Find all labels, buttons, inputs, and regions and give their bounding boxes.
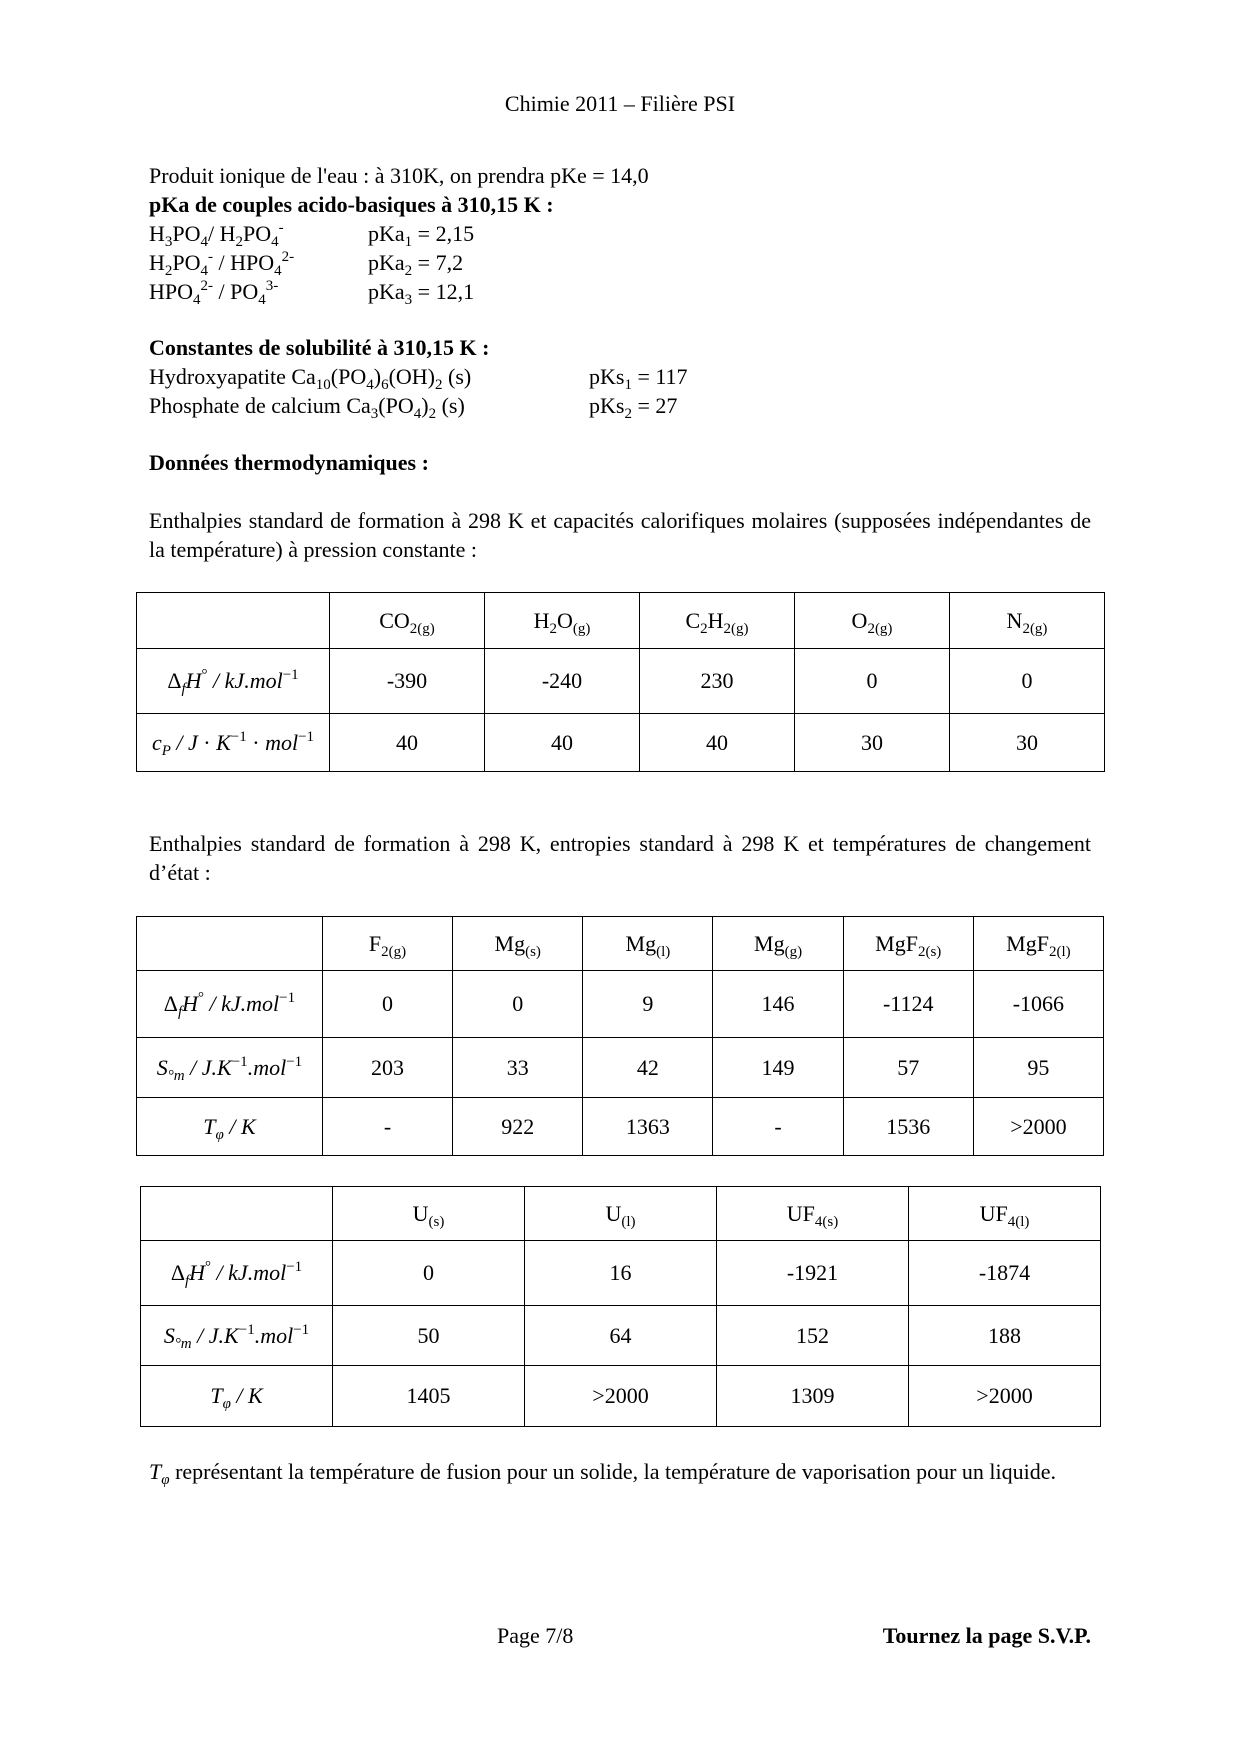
table-cell: -1124 (843, 971, 973, 1038)
text-segment: UF (786, 1200, 815, 1226)
text-segment: C (685, 607, 701, 633)
text-segment: H (533, 607, 550, 633)
pks-value (589, 391, 677, 420)
text-segment: .mol (247, 1054, 287, 1080)
text-segment: °m (174, 1335, 192, 1352)
column-header (973, 917, 1103, 971)
row-label (141, 1241, 333, 1306)
table-row (141, 1241, 1101, 1306)
text-segment: PO (243, 221, 272, 246)
text-segment: H (149, 221, 165, 246)
note-paragraph (149, 1457, 1091, 1486)
text-segment: S (163, 1322, 175, 1348)
table-cell: 33 (453, 1038, 583, 1098)
column-header (717, 1187, 909, 1241)
text-segment: T (203, 1113, 216, 1139)
text-segment: 2 (624, 406, 632, 422)
text-segment: pKs (589, 393, 625, 418)
text-segment: / (211, 1260, 229, 1285)
text-segment: f (184, 1273, 190, 1289)
table-cell: 1309 (717, 1366, 909, 1427)
text-segment: 4 (366, 377, 374, 393)
text-segment: = 27 (631, 393, 678, 418)
table-cell: 30 (795, 714, 950, 772)
table-cell: - (713, 1098, 843, 1156)
text-segment: / (230, 1383, 248, 1408)
text-segment: pKa (368, 250, 405, 275)
pka-value (368, 277, 474, 306)
text-segment: −1 (231, 1053, 248, 1070)
row-label (141, 1306, 333, 1366)
text-segment: f (181, 681, 186, 697)
text-segment: / (170, 729, 188, 755)
text-segment: / (223, 1113, 241, 1139)
column-header (640, 593, 795, 649)
text-segment: f (177, 1004, 183, 1020)
text-segment: 2(s) (917, 943, 942, 960)
table-cell: 50 (333, 1306, 525, 1366)
text-segment: (PO (330, 364, 367, 389)
text-segment: Phosphate de calcium Ca (149, 393, 371, 418)
text-segment: J.K (208, 1322, 239, 1348)
text-segment: 2(g) (723, 620, 749, 637)
text-segment: Δ (170, 1260, 185, 1285)
table-cell: -390 (330, 649, 485, 714)
text-segment: J (188, 729, 198, 755)
text-segment: H (189, 1260, 206, 1285)
text-segment: 2(g) (381, 943, 407, 960)
table-cell: 40 (330, 714, 485, 772)
column-header (453, 917, 583, 971)
table-cell: 0 (950, 649, 1105, 714)
text-segment: pKa (368, 221, 405, 246)
text-segment: - (278, 220, 284, 236)
text-segment: 2 (164, 263, 173, 279)
acid-base-couple (149, 277, 278, 306)
table-cell: -1066 (973, 971, 1103, 1038)
column-header (795, 593, 950, 649)
text-segment: H (149, 250, 165, 275)
text-segment: N (1006, 607, 1023, 633)
text-segment: 3- (265, 278, 279, 294)
table-cell: -1874 (909, 1241, 1101, 1306)
text-segment: K (216, 729, 231, 755)
text-segment: −1 (293, 1321, 310, 1338)
text-segment: / HPO (213, 250, 275, 275)
text-segment: Δ (163, 991, 178, 1016)
text-segment: −1 (238, 1321, 255, 1338)
text-segment: φ (161, 1472, 170, 1488)
text-segment: (s) (525, 943, 541, 960)
text-segment: (g) (572, 620, 591, 637)
text-segment: ° (201, 667, 208, 683)
text-segment: H (185, 668, 202, 693)
pka-value (368, 219, 474, 248)
text-segment: .mol (254, 1322, 294, 1348)
table-cell: -1921 (717, 1241, 909, 1306)
table-row (141, 1306, 1101, 1366)
text-segment: 4(s) (814, 1213, 839, 1230)
text-segment: pKa (368, 279, 405, 304)
page-number: Page 7/8 (497, 1623, 574, 1648)
table-cell: 40 (485, 714, 640, 772)
text-segment: 2(l) (1048, 943, 1071, 960)
text-segment: c (151, 729, 162, 755)
text-segment: K (240, 1113, 256, 1139)
text-segment: −1 (286, 1053, 303, 1070)
row-label (137, 649, 330, 714)
text-segment: Δ (167, 668, 182, 693)
text-segment: CO (379, 607, 410, 633)
text-segment: 4 (200, 234, 209, 250)
table-row (141, 1366, 1101, 1427)
text-segment: MgF (1006, 930, 1049, 956)
text-segment: 2 (404, 263, 413, 279)
table-cell: 57 (843, 1038, 973, 1098)
text-segment: 2- (281, 249, 295, 265)
table-cell: 922 (453, 1098, 583, 1156)
text-segment: F (368, 930, 382, 956)
text-segment: kJ.mol (228, 1260, 287, 1285)
text-segment: Mg (754, 930, 785, 956)
text-segment: Mg (494, 930, 526, 956)
row-label (137, 1098, 323, 1156)
ks-title: Constantes de solubilité à 310,15 K : (149, 335, 490, 360)
text-segment: 10 (315, 377, 331, 393)
paragraph-2: Enthalpies standard de formation à 298 K, entropies standard à 298 K et températures de changement d’état : (149, 831, 1091, 885)
text-segment: 2 (435, 377, 443, 393)
text-segment: 2 (549, 620, 557, 637)
text-segment: · (197, 729, 217, 755)
text-segment: O (851, 607, 868, 633)
text-segment: U (412, 1200, 429, 1226)
text-segment: (l) (656, 943, 671, 960)
text-segment: 4 (413, 406, 422, 422)
text-segment: −1 (279, 990, 296, 1006)
text-segment: −1 (282, 667, 299, 683)
text-segment: PO (172, 221, 201, 246)
acid-base-couple (149, 219, 284, 248)
table-cell: 1405 (333, 1366, 525, 1427)
table-u (140, 1186, 1101, 1427)
text-segment: 2 (428, 406, 437, 422)
text-segment: kJ.mol (221, 991, 280, 1016)
text-segment: = 12,1 (412, 279, 475, 304)
text-segment: °m (167, 1067, 185, 1084)
table-cell: 152 (717, 1306, 909, 1366)
text-segment: MgF (875, 930, 918, 956)
text-segment: K (248, 1383, 263, 1408)
text-segment: 2(g) (867, 620, 893, 637)
table-row (137, 971, 1104, 1038)
table-cp (136, 592, 1105, 772)
text-segment: HPO (149, 279, 194, 304)
row-label (137, 971, 323, 1038)
table-cell: >2000 (525, 1366, 717, 1427)
t-phi-symbol (149, 1459, 170, 1488)
text-segment: = 7,2 (412, 250, 464, 275)
pks-value (589, 362, 688, 391)
column-header (909, 1187, 1101, 1241)
column-header (485, 593, 640, 649)
text-segment: 3 (370, 406, 379, 422)
table-cell: 149 (713, 1038, 843, 1098)
text-segment: 4 (193, 292, 201, 308)
text-segment: −1 (298, 728, 315, 745)
text-segment: pKs (589, 364, 625, 389)
empty-cell (141, 1187, 333, 1241)
table-cell: 16 (525, 1241, 717, 1306)
thermo-title: Données thermodynamiques : (149, 450, 429, 475)
table-cell: 95 (973, 1038, 1103, 1098)
pka-value (368, 248, 463, 277)
table-header-row (141, 1187, 1101, 1241)
text-segment: = 2,15 (412, 221, 475, 246)
table-header-row (137, 593, 1105, 649)
text-segment: 2(g) (1022, 620, 1048, 637)
text-segment: mol (265, 729, 299, 755)
column-header (333, 1187, 525, 1241)
text-segment: −1 (230, 728, 247, 745)
table-cell: 1536 (843, 1098, 973, 1156)
table-cell: 30 (950, 714, 1105, 772)
text-segment: P (161, 742, 171, 759)
table-cell: 0 (333, 1241, 525, 1306)
empty-cell (137, 917, 323, 971)
turn-page-note: Tournez la page S.V.P. (882, 1623, 1091, 1648)
column-header (322, 917, 452, 971)
table-mg (136, 916, 1104, 1156)
text-segment: / H (208, 221, 236, 246)
text-segment: / (204, 991, 222, 1016)
text-segment: 3 (404, 292, 413, 308)
table-cell: >2000 (973, 1098, 1103, 1156)
column-header (525, 1187, 717, 1241)
solubility-compound (149, 362, 471, 391)
text-segment: - (208, 249, 214, 265)
text-segment: 2 (235, 234, 244, 250)
text-segment: 1 (624, 377, 632, 393)
text-segment: U (605, 1200, 622, 1226)
table-cell: 203 (322, 1038, 452, 1098)
text-segment: H (707, 607, 724, 633)
text-segment: (OH) (388, 364, 436, 389)
table-row (137, 1098, 1104, 1156)
empty-cell (137, 593, 330, 649)
table-cell: 9 (583, 971, 713, 1038)
text-segment: 4 (258, 292, 266, 308)
table-cell: 146 (713, 971, 843, 1038)
column-header (950, 593, 1105, 649)
table-cell: 0 (795, 649, 950, 714)
text-segment: 3 (164, 234, 173, 250)
text-segment: PO (172, 250, 201, 275)
text-segment: ° (198, 990, 205, 1006)
text-segment: 4 (200, 263, 209, 279)
text-segment: (PO (378, 393, 414, 418)
text-segment: · (246, 729, 266, 755)
table-row (137, 714, 1105, 772)
column-header (713, 917, 843, 971)
text-segment: Mg (625, 930, 657, 956)
table-cell: 64 (525, 1306, 717, 1366)
text-segment: / PO (213, 279, 259, 304)
table-cell: - (322, 1098, 452, 1156)
text-segment: ) (373, 364, 382, 389)
table-cell: 0 (453, 971, 583, 1038)
text-segment: = 117 (631, 364, 688, 389)
table-cell: 230 (640, 649, 795, 714)
text-segment: T (149, 1459, 162, 1484)
text-segment: O (557, 607, 573, 633)
note-text: représentant la température de fusion pour un solide, la température de vaporisation pour un liquide. (169, 1459, 1056, 1484)
row-label (137, 714, 330, 772)
table-cell: 42 (583, 1038, 713, 1098)
row-label (141, 1366, 333, 1427)
text-segment: kJ.mol (224, 668, 283, 693)
text-segment: / (207, 668, 225, 693)
column-header (330, 593, 485, 649)
column-header (843, 917, 973, 971)
text-segment: (s) (436, 393, 465, 418)
text-segment: 2- (200, 278, 214, 294)
table-cell: -240 (485, 649, 640, 714)
table-cell: 0 (322, 971, 452, 1038)
table-row (137, 649, 1105, 714)
text-segment: 2 (700, 620, 708, 637)
text-segment: H (182, 991, 199, 1016)
text-segment: 4 (274, 263, 282, 279)
text-segment: 1 (404, 234, 413, 250)
table-cell: >2000 (909, 1366, 1101, 1427)
table-cell: 1363 (583, 1098, 713, 1156)
table-cell: 188 (909, 1306, 1101, 1366)
pke-line: Produit ionique de l'eau : à 310K, on prendra pKe = 14,0 (149, 163, 649, 188)
text-segment: / (184, 1054, 202, 1080)
text-segment: (s) (442, 364, 472, 389)
text-segment: 2(g) (409, 620, 435, 637)
row-label (137, 1038, 323, 1098)
text-segment: (s) (428, 1213, 445, 1230)
text-segment: 4 (271, 234, 279, 250)
table-row (137, 1038, 1104, 1098)
page-header: Chimie 2011 – Filière PSI (504, 91, 736, 116)
text-segment: (l) (621, 1213, 636, 1230)
text-segment: ) (421, 393, 429, 418)
text-segment: ° (205, 1259, 212, 1275)
text-segment: Hydroxyapatite Ca (149, 364, 316, 389)
text-segment: (g) (784, 943, 803, 960)
column-header (583, 917, 713, 971)
text-segment: φ (215, 1126, 224, 1143)
text-segment: −1 (286, 1259, 303, 1275)
text-segment: UF (979, 1200, 1008, 1226)
paragraph-1: Enthalpies standard de formation à 298 K et capacités calorifiques molaires (supposées indépendantes de la température) à pression constante : (149, 508, 1091, 562)
pka-title: pKa de couples acido-basiques à 310,15 K : (149, 192, 554, 217)
text-segment: 6 (381, 377, 389, 393)
text-segment: T (210, 1383, 223, 1408)
text-segment: φ (222, 1396, 231, 1412)
table-cell: 40 (640, 714, 795, 772)
acid-base-couple (149, 248, 294, 277)
text-segment: 4(l) (1007, 1213, 1030, 1230)
text-segment: / (191, 1322, 209, 1348)
table-header-row (137, 917, 1104, 971)
text-segment: J.K (201, 1054, 232, 1080)
solubility-compound (149, 391, 465, 420)
text-segment: S (156, 1054, 168, 1080)
